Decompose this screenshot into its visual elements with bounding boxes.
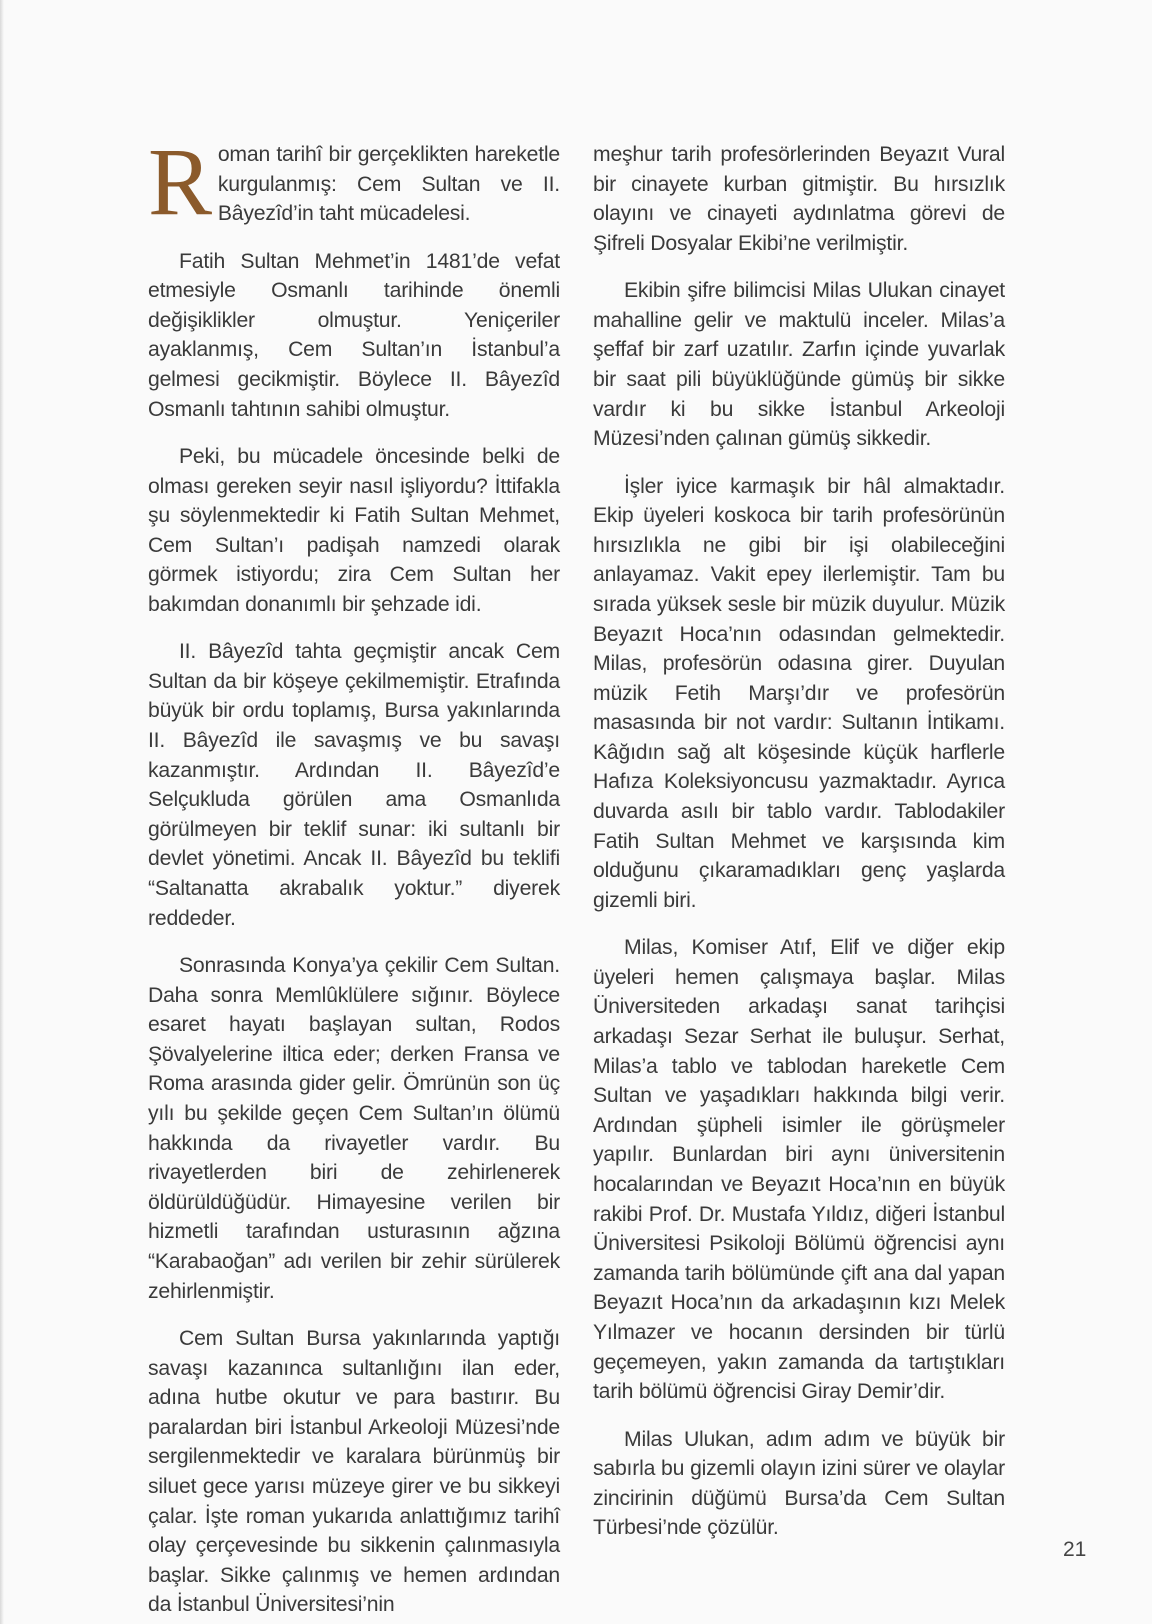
drop-cap: R (148, 128, 212, 235)
paragraph: Peki, bu mücadele öncesinde belki de olması gereken seyir nasıl işliyordu? İttifakla şu söylenmektedir ki Fatih Sultan Mehmet, Cem Sultan’ı padişah namzedi olarak görmek istiyordu; zira Cem Sultan her bakımdan donanımlı bir şehzade idi. (148, 444, 560, 616)
left-column (148, 128, 560, 1624)
paragraph: Milas Ulukan, adım adım ve büyük bir sabırla bu gizemli olayın izini sürer ve olaylar zincirinin düğümü Bursa’da Cem Sultan Türbesi’nde çözülür. (593, 1427, 1005, 1540)
page-number: 21 (1063, 1538, 1087, 1561)
paragraph: Milas, Komiser Atıf, Elif ve diğer ekip üyeleri hemen çalışmaya başlar. Milas Üniversiteden arkadaşı sanat tarihçisi arkadaşı Sezar Serhat ile buluşur. Serhat, Milas’a tablo ve tablodan hareketle Cem Sultan ve yaşadıkları hakkında bilgi verir. Ardından şüpheli isimler ile görüşmeler yapılır. Bunlardan biri aynı üniversitenin hocalarından ve Beyazıt Hoca’nın en büyük rakibi Prof. Dr. Mustafa Yıldız, diğeri İstanbul Üniversitesi Psikoloji Bölümü öğrencisi aynı zamanda tarih bölümünde çift ana dal yapan Beyazıt Hoca’nın da arkadaşının kızı Melek Yılmazer ve hocanın dersinden bir türlü geçemeyen, yakın zamanda da tartıştıkları tarih bölümü öğrencisi Giray Demir’dir. (593, 936, 1005, 1404)
paragraph: İşler iyice karmaşık bir hâl almaktadır. Ekip üyeleri koskoca bir tarih profesörünün hırsızlıkla ne gibi bir işi olabileceğini anlayamaz. Vakit epey ilerlemiştir. Tam bu sırada yüksek sesle bir müzik duyulur. Müzik Beyazıt Hoca’nın odasından gelmektedir. Milas, profesörün odasına girer. Duyulan müzik Fetih Marşı’dır ve profesörün masasında bir not vardır: Sultanın İntikamı. Kâğıdın sağ alt köşesinde küçük harflerle Hafıza Koleksiyoncusu yazmaktadır. Ayrıca duvarda asılı bir tablo vardır. Tablodakiler Fatih Sultan Mehmet ve karşısında kim olduğunu çıkaramadıkları genç yaşlarda gizemli biri. (593, 474, 1005, 912)
paragraph-continued: meşhur tarih profesörlerinden Beyazıt Vural bir cinayete kurban gitmiştir. Bu hırsızlık olayını ve cinayeti aydınlatma görevi de Şifreli Dosyalar Ekibi’ne verilmiştir. (593, 143, 1005, 255)
paragraph: Sonrasında Konya’ya çekilir Cem Sultan. Daha sonra Memlûklülere sığınır. Böylece esaret hayatı başlayan sultan, Rodos Şövalyelerine iltica eder; derken Fransa ve Roma arasında gider gelir. Ömrünün son üç yılı bu şekilde geçen Cem Sultan’ın ölümü hakkında da rivayetler vardır. Bu rivayetlerden biri de zehirlenerek öldürüldüğüdür. Himayesine verilen bir hizmetli tarafından usturasının ağzına “Karabaoğan” adı verilen bir zehir sürülerek zehirlenmiştir. (148, 954, 560, 1303)
intro-paragraph (148, 128, 560, 235)
intro-paragraph-text: oman tarihî bir gerçeklikten hareketle kurgulanmış: Cem Sultan ve II. Bâyezîd’in taht mücadelesi. (217, 143, 560, 226)
page-edge-shadow (0, 0, 4, 1624)
paragraph: Cem Sultan Bursa yakınlarında yaptığı savaşı kazanınca sultanlığını ilan eder, adına hutbe okutur ve para bastırır. Bu paralardan biri İstanbul Arkeoloji Müzesi’nde sergilenmektedir ve karalara bürünmüş bir siluet gece yarısı müzeye girer ve bu sikkeyi çalar. İşte roman yukarıda anlattığımız tarihî olay çerçevesinde bu sikkenin çalınmasıyla başlar. Sikke çalınmış ve hemen ardından da İstanbul Üniversitesi’nin (148, 1326, 560, 1617)
paragraph: II. Bâyezîd tahta geçmiştir ancak Cem Sultan da bir köşeye çekilmemiştir. Etrafında büyük bir ordu toplamış, Bursa yakınlarında II. Bâyezîd ile savaşmış ve bu savaşı kazanmıştır. Ardından II. Bâyezîd’e Selçukluda görülen ama Osmanlıda görülmeyen bir teklif sunar: iki sultanlı bir devlet yönetimi. Ancak II. Bâyezîd bu teklifi “Saltanatta akrabalık yoktur.” diyerek reddeder. (148, 640, 560, 930)
paragraph: Fatih Sultan Mehmet’in 1481’de vefat etmesiyle Osmanlı tarihinde önemli değişiklikler olmuştur. Yeniçeriler ayaklanmış, Cem Sultan’ın İstanbul’a gelmesi gecikmiştir. Böylece II. Bâyezîd Osmanlı tahtının sahibi olmuştur. (148, 249, 560, 421)
paragraph: Ekibin şifre bilimcisi Milas Ulukan cinayet mahalline gelir ve maktulü inceler. Milas’a şeffaf bir zarf uzatılır. Zarfın içinde yuvarlak bir saat pili büyüklüğünde gümüş bir sikke vardır ki bu sikke İstanbul Arkeoloji Müzesi’nden çalınan gümüş sikkedir. (593, 279, 1005, 451)
right-column (593, 140, 1005, 1561)
